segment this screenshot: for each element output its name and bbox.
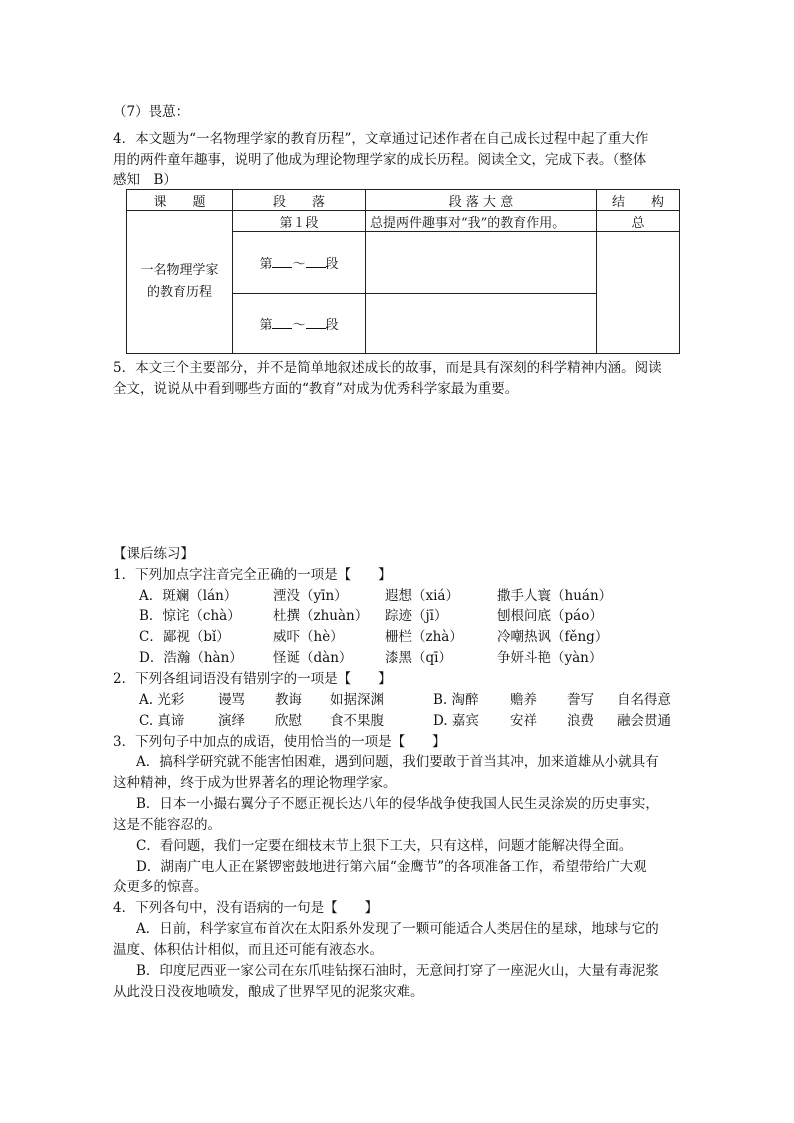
- topic-line1: 一名物理学家: [140, 263, 219, 278]
- pq1-a-1: A．斑斓（lán）: [139, 588, 238, 604]
- pq1-c-3: 栅栏（zhà）: [385, 629, 463, 645]
- pq3-c-line1: C．看问题，我们一定要在细枝末节上狠下工夫，只有这样，问题才能解决得全面。: [136, 838, 633, 854]
- row2-paragraph: [233, 232, 366, 294]
- pq3-b-line2: 这是不能容忍的。: [113, 817, 221, 833]
- pq1-c-4: 冷嘲热讽（fěng）: [497, 629, 609, 645]
- row3-post: 段: [325, 318, 339, 333]
- pq3-a-line2: 这种精神，终于成为世界著名的理论物理学家。: [113, 775, 397, 791]
- pq2-d-4: 融会贯通: [617, 713, 671, 729]
- row1-paragraph: 第１段: [233, 211, 366, 232]
- pq1-d-1: D．浩瀚（hàn）: [139, 650, 243, 666]
- pq2-c-3: 欣慰: [275, 713, 302, 729]
- pq1-stem: 1．下列加点字注音完全正确的一项是【 】: [113, 567, 392, 583]
- row2-blank-start[interactable]: [272, 255, 292, 268]
- pq1-b-4: 刨根问底（páo）: [497, 608, 603, 624]
- topic-cell: [127, 211, 233, 354]
- q4-line2: 用的两件童年趣事，说明了他成为理论物理学家的成长历程。阅读全文，完成下表。（整体: [113, 152, 647, 168]
- header-paragraph: 段 落: [233, 190, 366, 211]
- q5-line1: 5．本文三个主要部分，并不是简单地叙述成长的故事，而是具有深刻的科学精神内涵。阅读: [113, 360, 662, 376]
- row23-structure[interactable]: [597, 232, 680, 354]
- pq2-b-2: 赡养: [510, 692, 537, 708]
- pq1-d-3: 漆黑（qī）: [385, 650, 452, 666]
- pq2-c-1: C. 真谛: [139, 713, 185, 729]
- pq2-a-1: A. 光彩: [139, 692, 185, 708]
- q5-line2: 全文，说说从中看到哪些方面的“教育”对成为优秀科学家最为重要。: [113, 381, 519, 397]
- row2-mid: ～: [292, 257, 306, 272]
- row2-meaning[interactable]: [366, 232, 597, 294]
- pq1-c-1: C．鄙视（bǐ）: [139, 629, 230, 645]
- pq1-b-3: 踪迹（jī）: [385, 608, 448, 624]
- header-topic: 课 题: [127, 190, 233, 211]
- row2-post: 段: [325, 257, 339, 272]
- pq2-d-3: 浪费: [567, 713, 594, 729]
- q7-label: （7）畏葸：: [113, 104, 190, 120]
- pq2-b-1: B. 淘醉: [433, 692, 479, 708]
- row3-blank-end[interactable]: [306, 316, 326, 329]
- pq1-b-2: 杜撰（zhuàn）: [273, 608, 369, 624]
- pq3-b-line1: B．日本一小撮右翼分子不愿正视长达八年的侵华战争使我国人民生灵涂炭的历史事实，: [136, 796, 659, 812]
- pq2-d-2: 安祥: [510, 713, 537, 729]
- pq1-d-2: 怪诞（dàn）: [273, 650, 353, 666]
- pq2-b-3: 誊写: [567, 692, 594, 708]
- pq2-d-1: D. 嘉宾: [433, 713, 479, 729]
- q4-line1: 4．本文题为“一名物理学家的教育历程”，文章通过记述作者在自己成长过程中起了重大作: [113, 131, 649, 147]
- pq4-b-line2: 从此没日没夜地喷发，酿成了世界罕见的泥浆灾难。: [113, 984, 424, 1000]
- pq2-a-3: 教诲: [275, 692, 302, 708]
- row3-blank-start[interactable]: [272, 316, 292, 329]
- pq2-a-2: 谩骂: [218, 692, 245, 708]
- row1-structure: 总: [597, 211, 680, 232]
- pq1-c-2: 威吓（hè）: [273, 629, 344, 645]
- pq1-d-4: 争妍斗艳（yàn）: [497, 650, 603, 666]
- structure-table: [126, 189, 680, 354]
- row3-mid: ～: [292, 318, 306, 333]
- q4-line3: 感知 B）: [113, 172, 177, 188]
- header-structure: 结 构: [597, 190, 680, 211]
- pq4-a-line1: A．日前，科学家宣布首次在太阳系外发现了一颗可能适合人类居住的星球，地球与它的: [136, 921, 659, 937]
- pq3-d-line1: D．湖南广电人正在紧锣密鼓地进行第六届“金鹰节”的各项准备工作，希望带给广大观: [136, 859, 647, 875]
- pq4-a-line2: 温度、体积估计相似，而且还可能有液态水。: [113, 942, 383, 958]
- header-meaning: 段 落 大 意: [366, 190, 597, 211]
- pq1-a-4: 撒手人寰（huán）: [497, 588, 613, 604]
- pq1-b-1: B．惊诧（chà）: [139, 608, 241, 624]
- pq2-c-2: 演绎: [218, 713, 245, 729]
- row1-meaning: 总提两件趣事对“我”的教育作用。: [366, 211, 597, 232]
- row2-pre: 第: [259, 257, 273, 272]
- pq2-b-4: 自名得意: [617, 692, 671, 708]
- pq1-a-3: 遐想（xiá）: [385, 588, 459, 604]
- pq4-b-line1: B．印度尼西亚一家公司在东爪哇钻探石油时，无意间打穿了一座泥火山，大量有毒泥浆: [136, 963, 659, 979]
- pq2-a-4: 如据深渊: [330, 692, 384, 708]
- row3-meaning[interactable]: [366, 294, 597, 354]
- pq1-a-2: 湮没（yīn）: [273, 588, 348, 604]
- row3-pre: 第: [259, 318, 273, 333]
- pq2-stem: 2．下列各组词语没有错别字的一项是【 】: [113, 671, 392, 687]
- row3-paragraph: [233, 294, 366, 354]
- practice-heading: 【课后练习】: [113, 546, 194, 562]
- pq2-c-4: 食不果腹: [330, 713, 384, 729]
- pq3-d-line2: 众更多的惊喜。: [113, 879, 208, 895]
- pq4-stem: 4．下列各句中，没有语病的一句是【 】: [113, 900, 379, 916]
- row2-blank-end[interactable]: [306, 255, 326, 268]
- pq3-stem: 3．下列句子中加点的成语，使用恰当的一项是【 】: [113, 734, 446, 750]
- topic-line2: 的教育历程: [146, 285, 212, 300]
- pq3-a-line1: A．搞科学研究就不能害怕困难，遇到问题，我们要敢于首当其冲，加来道雄从小就具有: [136, 754, 659, 770]
